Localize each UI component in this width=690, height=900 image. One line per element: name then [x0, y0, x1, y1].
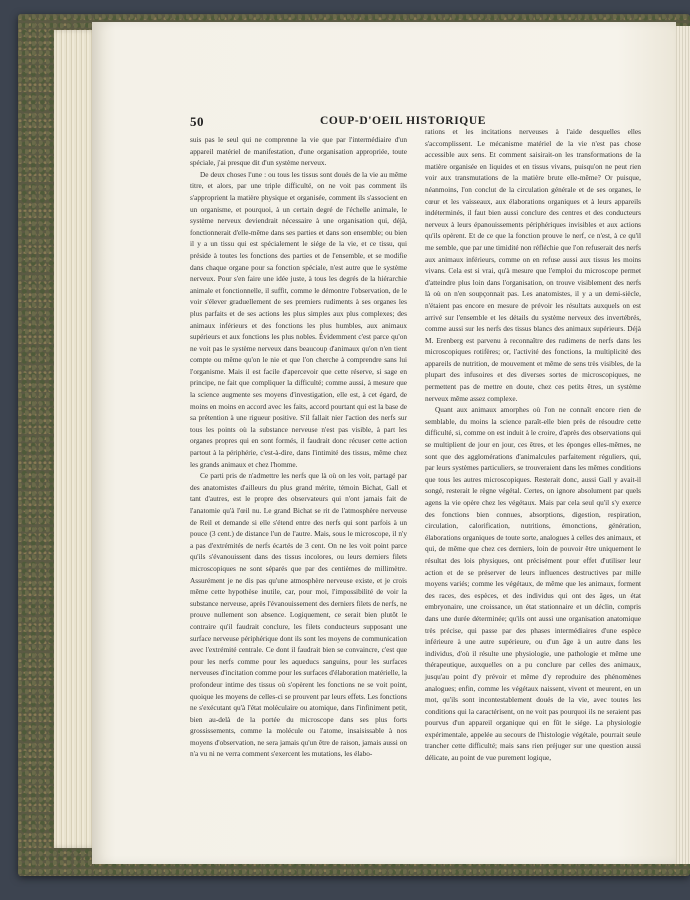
right-text-column — [425, 126, 641, 764]
running-title: COUP-D'OEIL HISTORIQUE — [319, 115, 486, 127]
paragraph: De deux choses l'une : ou tous les tissus sont doués de la vie au même titre, et alors, par une triple difficulté, on ne voit pas comment ils s'approprient la matière physique et organisée, comment ils s'associent en un organisme, et pourquoi, à un certain degré de l'échelle animale, le système nerveux deviendrait nécessaire à une organisation qui, déjà, fonctionnerait d'elle-même dans ses parties et dans son ensemble; ou bien il y a un tissu qui est spécialement le siége de la vie, et ce tissu, qui préside à toutes les fonctions des parties et de l'ensemble, et se modifie dans chaque organe pour sa fonction spéciale, n'est autre que le système nerveux. Pour s'en faire une idée juste, à tous les degrés de la hiérarchie animale et fonctionnelle, il suffit, comme le démontre l'observation, de le voir s'élever graduellement de ses premiers rudiments à ses organes les plus parfaits et de ses actions les plus simples aux plus complexes; des animaux inférieurs et des fonctions les plus humbles, aux animaux supérieurs et aux fonctions les plus nobles. Évidemment c'est parce qu'on ne voit pas le système nerveux dans beaucoup d'animaux qu'on n'en tient compte ou même qu'on le nie et que l'on cherche à comprendre sans lui l'organisme. Mais il est facile d'apercevoir que cette réserve, si sage en principe, ne fait que compliquer la difficulté; comme aussi, à mesure que la science augmente ses moyens d'investigation, elle est, à cet égard, de moins en moins en accord avec les faits, accord pourtant qui est la base de sa prétention à une rigueur positive. S'il fallait nier l'action des nerfs sur tous les points où la substance nerveuse n'est pas visible, à part les organes propres qui en sont formés, il faudrait donc récuser cette action partout à la périphérie, c'est-à-dire, dans l'intimité des tissus, même chez les grands animaux et chez l'homme. — [190, 169, 407, 469]
paragraph: Quant aux animaux amorphes où l'on ne connaît encore rien de semblable, du moins la science paraît-elle bien près de résoudre cette difficulté, si, comme on est induit à le croire, d'après des observations qui se multiplient de jour en jour, ces êtres, et les éponges elles-mêmes, ne sont que des agglomérations d'animalcules parfaitement réguliers, qui, par leurs systèmes particuliers, se trouveraient dans les mêmes conditions que tous les autres microscopiques. Resterait donc, aussi Gall y avait-il songé, resterait le règne végétal. Certes, on ignore absolument par quels agens la vie opère chez les végétaux. Mais par cela seul qu'il s'y exerce des fonctions bien connues, absorptions, digestion, respiration, circulation, calorification, nutritions, émonctions, génération, élaborations organiques de toute sorte, analogues à celles des animaux, et qui, de même que chez ces derniers, loin de pouvoir être uniquement le résultat des lois physiques, ont précisément pour effet d'utiliser leur action et de se préserver de leurs influences destructives par mille moyens variés; comme les végétaux, de même que les animaux, forment des races, des espèces, et des individus qui ont des âges, un état embryonaire, une croissance, un état stationnaire et un déclin, compris dans une durée déterminée; qu'ils ont aussi une organisation anatomique très précise, qui passe par des phases intermédiaires d'une espèce inférieure à une autre supérieure, ou d'un âge à un autre dans les individus, d'où il résulte une physiologie, une pathologie et même une thérapeutique, auxquelles on a pu conclure par celles des animaux, jusqu'au point d'y prévoir et même d'y reproduire des phénomènes analogues; enfin, comme les végétaux naissent, vivent et meurent, en un mot, qu'ils sont incontestablement doués de la vie, avec toutes les conditions qui la caractérisent, on ne voit pas pourquoi ils ne seraient pas pourvus d'un appareil organique qui en fût le siége. La physiologie expérimentale, appelée au secours de l'histologie végétale, pourrait seule trancher cette difficulté; mais sans rien préjuger sur une question aussi délicate, au point de vue purement logique, — [425, 405, 641, 763]
paragraph: rations et les incitations nerveuses à l'aide desquelles elles s'accomplissent. Le mécanisme matériel de la vie n'est pas chose accessible aux sens. Et comment saisirait-on les transformations de la matière organisée en liquides et en tissus vivans, puisqu'on ne peut rien voir aux transmutations de la matière brute elle-même? Or puisque, néanmoins, l'on conclut de la circulation générale et de ses organes, le cœur et les vaisseaux, aux élaborations organiques et à leurs appareils indéterminés, il faut bien aussi conclure des centres et des conducteurs nerveux à leurs épanouissements périphériques invisibles et aux actions qu'ils opèrent. Et de ce que la fonction prouve le nerf, ce n'est, à ce qu'il me semble, que par une timidité non réfléchie que l'on refuserait des nerfs aux animaux inférieurs, comme on en refuse aussi aux tissus les moins vivans. Cela est si vrai, qu'à mesure que l'emploi du microscope permet d'atteindre plus loin dans l'organisation, on trouve visiblement des nerfs là où on n'en soupçonnait pas. Les anatomistes, il y a un demi-siècle, n'étaient pas encore en mesure de prévoir les résultats auxquels on est arrivé sur l'ensemble et les détails du système nerveux des invertébrés, comme aussi sur les nerfs des tissus blancs des animaux supérieurs. Déjà M. Erenberg est parvenu à reconnaître des rudimens de nerfs dans les microscopiques rotifères; or, l'activité des fonctions, la multiplicité des appareils de nutrition, de mouvement et même de sens très visibles, de la plupart des infusoires et des diverses sortes de microscopiques, ne permettent pas de mettre en doute, chez ces petits êtres, un système nerveux même assez complexe. — [425, 127, 641, 403]
page-number: 50 — [190, 114, 204, 129]
left-text-column — [190, 134, 407, 760]
paragraph: suis pas le seul qui ne comprenne la vie que par l'intermédiaire d'un appareil matériel de manifestation, d'une organisation appropriée, toute spéciale, j'ai presque dit d'un système nerveux. — [190, 135, 407, 168]
page-right-edge — [676, 26, 690, 864]
paragraph: Ce parti pris de n'admettre les nerfs que là où on les voit, partagé par des anatomistes d'ailleurs du plus grand mérite, témoin Bichat, Gall et tant d'autres, est le propre des observateurs qui n'ont jamais fait de l'anatomie qu'à l'œil nu. Le grand Bichat se rit de l'atmosphère nerveuse de Reil et demande si elle s'étend entre des nerfs qui sont parfois à un pouce (3 cent.) de distance l'un de l'autre. Mais, sous le microscope, il n'y a pas d'extrémités de nerfs écartés de 3 cent. On ne les voit point parce qu'ils s'évanouissent dans des tissus incolores, ou leurs derniers filets microscopiques ne sont séparés que par des centièmes de millimètre. Assurément je ne dis pas qu'une atmosphère nerveuse existe, et je crois même cette hypothèse inutile, car, pour moi, l'impossibilité de voir la substance nerveuse, après l'évanouissement des derniers filets de nerfs, ne prouve nullement son absence. Logiquement, ce serait bien plutôt le contraire qu'il faudrait conclure, les filets conducteurs supposant une surface nerveuse périphérique dont ils sont les moyens de communication avec l'extrémité centrale. Ce dont il faudrait bien se convaincre, c'est que pour les nerfs comme pour les aqueducs sanguins, pour les surfaces nerveuses d'incitation comme pour les surfaces d'élaboration matérielle, la profondeur intime des tissus où s'opèrent les fonctions ne se voit point, quoique les moyens de celles-ci se prouvent par leurs effets. Les fonctions ne s'exécutant qu'à l'état moléculaire ou atomique, dans l'infiniment petit, bien au-delà de la portée du microscope dans ses plus forts grossissements, comme la molécule ou l'atome, insaisissable à nos moyens d'observation, ne sera jamais qu'un être de raison, jamais aussi on n'a vu ni ne verra comment s'exercent les mutations, les élabo- — [190, 471, 407, 759]
